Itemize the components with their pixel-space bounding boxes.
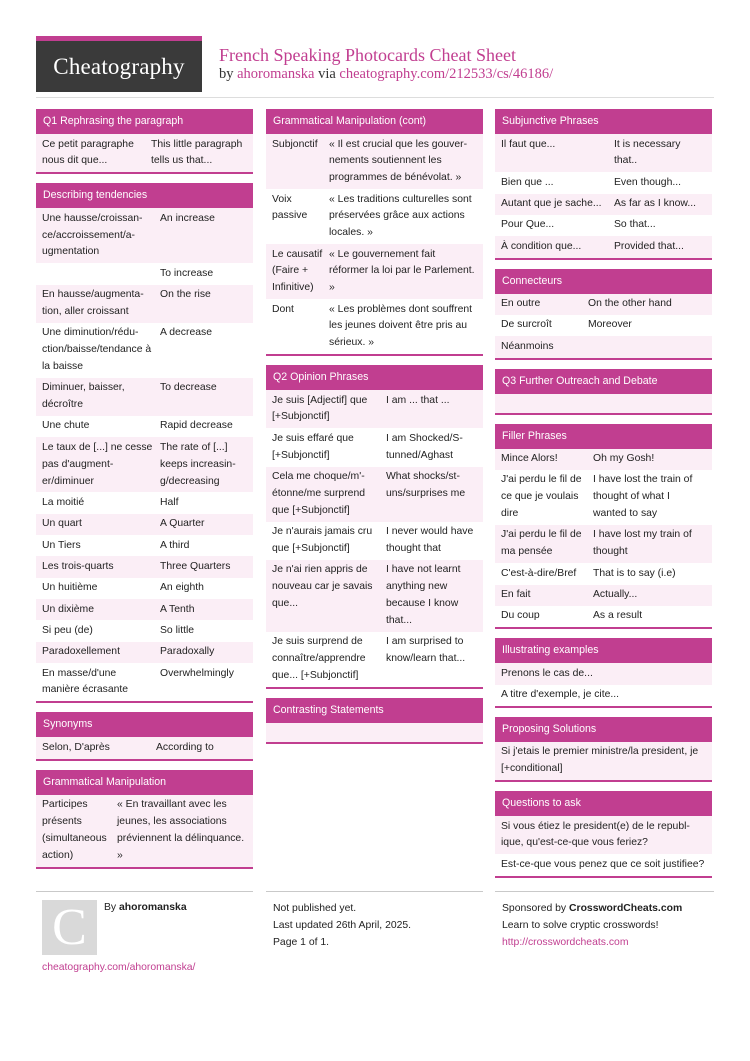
footer-divider [266,891,483,892]
table-row [495,194,712,215]
section-connecteurs [495,269,712,360]
grammar-term: Le causatif (Faire + Infinitive) [272,248,323,294]
column-2 [266,109,483,753]
list-item: A titre d'exemple, je cite... [501,689,620,701]
english-translation: I never would have thought that [386,526,474,554]
french-phrase: Les trois-quarts [42,560,114,572]
english-translation: As a result [593,610,643,622]
table-row [495,585,712,606]
byline [219,65,553,83]
footer-sponsor [502,900,682,951]
section-title: Subjunctive Phrases [495,109,712,134]
via-word: via [318,66,336,82]
sponsor-url-link[interactable]: http://crosswordcheats.com [502,937,629,948]
english-translation: I have lost the train of thought of what I wanted to say [593,474,693,520]
table-row [495,315,712,336]
english-translation: On the rise [160,289,211,301]
french-phrase: Bien que ... [501,176,554,188]
example-sentence: « Il est crucial que les gouvernements soutiennent les programmes de bénévolat. » [329,138,468,184]
table-row [266,244,483,299]
list-item: Si vous étiez le president(e) de le republique, qu'est-ce-que vous feriez? [495,816,712,854]
empty-row [495,394,712,413]
english-translation: Paradoxally [160,646,215,658]
english-translation: It is necessary that.. [614,138,681,167]
english-translation: A decrease [160,327,212,339]
table-row [36,620,253,641]
table-row [495,470,712,525]
table-row [36,134,253,172]
french-phrase: Paradoxellement [42,646,120,658]
section-title: Describing tendencies [36,183,253,208]
french-phrase: Un huitième [42,582,98,594]
footer-publish-info [273,900,411,951]
french-phrase: Un Tiers [42,539,81,551]
english-translation: A Tenth [160,603,195,615]
english-translation: Moreover [588,319,632,331]
avatar-letter: C [52,899,87,956]
sponsor-name[interactable]: CrosswordCheats.com [569,903,683,914]
last-updated: Last updated 26th April, 2025. [273,920,412,931]
author-link[interactable]: ahoromanska [237,66,315,82]
table-row [495,449,712,470]
table-row [36,599,253,620]
english-translation: To decrease [160,382,217,394]
section-title: Q2 Opinion Phrases [266,365,483,390]
french-phrase: Le taux de [...] ne cesse pas d'augmenter/diminuer [42,441,153,487]
french-phrase: Mince Alors! [501,453,558,465]
grammar-term: Dont [272,303,294,315]
table-row [495,525,712,563]
section-title: Grammatical Manipulation [36,770,253,795]
column-1 [36,109,253,878]
french-phrase: Je suis effaré que [+Subjonctif] [272,432,354,461]
table-row [36,514,253,535]
french-phrase: Néanmoins [501,340,554,352]
english-translation [588,339,706,356]
page-count: Page 1 of 1. [273,937,330,948]
french-phrase: Autant que je sache... [501,198,602,210]
english-translation: A Quarter [160,518,205,530]
author-profile-link[interactable]: cheatography.com/ahoromanska/ [42,962,196,973]
english-translation: According to [156,741,214,753]
table-row [36,323,253,378]
sheet-url-link[interactable]: cheatography.com/212533/cs/46186/ [339,66,554,82]
french-phrase: Ce petit paragraphe nous dit que... [42,138,134,167]
table-row [266,467,483,522]
table-row [36,737,253,758]
sponsor-line [502,900,682,917]
english-translation: Provided that... [614,240,684,252]
table-row [495,606,712,627]
table-row [36,263,253,284]
table-row [36,378,253,416]
logo-text: Cheatography [53,54,185,79]
english-translation: I am Shocked/Stunned/Aghast [386,432,463,461]
french-phrase: Un dixième [42,603,94,615]
french-phrase: Je suis [Adjectif] que [+Subjonctif] [272,394,368,423]
page-title: French Speaking Photocards Cheat Sheet [219,45,516,65]
table-row [495,236,712,257]
english-translation: So that... [614,219,656,231]
french-phrase: De surcroît [501,319,552,331]
table-row [36,437,253,492]
grammar-term: Participes présents (simultaneous action) [42,799,107,861]
table-row [495,294,712,315]
english-translation: So little [160,624,195,636]
section-title: Contrasting Statements [266,698,483,723]
english-translation: Actually... [593,589,638,600]
english-translation: To increase [160,267,214,279]
section-grammatical-manipulation [36,770,253,869]
french-phrase: En outre [501,298,541,310]
by-word: by [219,66,234,82]
example-sentence: « Les traditions culturelles sont préservées grâce aux actions locales. » [329,193,472,239]
section-filler-phrases [495,424,712,630]
table-row [36,663,253,701]
section-title: Connecteurs [495,269,712,294]
table-row [266,560,483,632]
table-row [266,299,483,354]
french-phrase: J'ai perdu le fil de ma pensée [501,529,582,558]
section-title: Synonyms [36,712,253,737]
section-contrasting-statements [266,698,483,744]
published-status: Not published yet. [273,903,357,914]
list-item: Est-ce-que vous penez que ce soit justifiee? [501,858,705,870]
table-row [266,189,483,244]
table-row [495,134,712,172]
english-translation: The rate of [...] keeps increasing/decreasing [160,441,236,487]
table-row [36,208,253,263]
english-translation: Oh my Gosh! [593,453,655,465]
sponsor-tagline: Learn to solve cryptic crosswords! [502,920,659,931]
section-illustrating-examples [495,638,712,708]
table-row [36,285,253,323]
table-row [36,492,253,513]
french-phrase: Diminuer, baisser, décroître [42,382,125,411]
english-translation: An eighth [160,582,204,594]
list-item: Si j'etais le premier ministre/la president, je [+conditional] [495,742,712,780]
french-phrase: En hausse/augmentation, aller croissant [42,289,144,317]
table-row [495,563,712,584]
table-row [36,535,253,556]
grammar-term: Subjonctif [272,138,318,150]
footer-divider [495,891,714,892]
section-describing-tendencies [36,183,253,703]
section-title: Q3 Further Outreach and Debate [495,369,712,394]
french-phrase: Cela me choque/m'étonne/me surprend que [+Subjonctif] [272,471,365,516]
english-translation: Half [160,496,179,508]
english-translation: That is to say (i.e) [593,567,676,579]
english-translation: Even though... [614,176,682,188]
section-q3-further-outreach [495,369,712,415]
french-phrase: Du coup [501,610,540,622]
table-row [495,336,712,357]
table-row [36,578,253,599]
french-phrase: La moitié [42,496,85,508]
french-phrase: Une hausse/croissance/accroissement/augmentation [42,212,143,258]
section-title: Grammatical Manipulation (cont) [266,109,483,134]
french-phrase: Pour Que... [501,219,555,231]
table-row [36,795,253,867]
english-translation: I have not learnt anything new because I know that... [386,564,461,626]
section-q2-opinion-phrases [266,365,483,689]
table-row [495,215,712,236]
footer-author [104,900,187,917]
table-row [36,642,253,663]
english-translation: I am surprised to know/learn that... [386,636,466,664]
by-label: By [104,902,117,913]
english-translation: As far as I know... [614,198,697,210]
table-row [266,428,483,466]
french-phrase: C'est-à-dire/Bref [501,567,577,579]
french-phrase: Un quart [42,518,82,530]
section-proposing-solutions [495,717,712,782]
list-item: Prenons le cas de... [495,663,712,684]
section-title: Q1 Rephrasing the paragraph [36,109,253,134]
avatar[interactable] [42,900,97,955]
french-phrase [42,266,160,283]
example-sentence: « En travaillant avec les jeunes, les associations préviennent la délinquance. » [117,799,245,861]
french-phrase: À condition que... [501,240,582,252]
grammar-term: Voix passive [272,193,308,222]
english-translation: On the other hand [588,298,672,310]
french-phrase: Je n'ai rien appris de nouveau car je savais que... [272,564,373,609]
french-phrase: J'ai perdu le fil de ce que je voulais dire [501,474,582,520]
french-phrase: Une chute [42,420,90,432]
section-questions-to-ask [495,791,712,878]
table-row [36,416,253,437]
french-phrase: Si peu (de) [42,624,93,636]
example-sentence: « Le gouvernement fait réformer la loi par le Parlement. » [329,248,475,294]
table-row [266,522,483,560]
french-phrase: Selon, D'après [42,741,110,753]
section-synonyms [36,712,253,760]
french-phrase: Je n'aurais jamais cru que [+Subjonctif] [272,526,373,554]
french-phrase: Je suis surprend de connaître/apprendre que... [+Subjonctif] [272,636,366,681]
english-translation: An increase [160,212,215,224]
table-row [266,390,483,428]
section-title: Filler Phrases [495,424,712,449]
english-translation: A third [160,539,190,551]
french-phrase: Il faut que... [501,138,556,150]
header-divider [36,97,714,98]
table-row [266,632,483,687]
table-row [266,134,483,189]
english-translation: Overwhelmingly [160,667,234,679]
footer-author-name[interactable]: ahoromanska [119,902,187,913]
column-3 [495,109,712,887]
french-phrase: Une diminution/réduction/baisse/tendance à la baisse [42,327,152,372]
footer-divider [36,891,253,892]
table-row [36,556,253,577]
section-title: Illustrating examples [495,638,712,663]
english-translation: This little paragraph tells us that... [151,138,243,167]
cheatography-logo[interactable] [36,36,202,92]
table-row [495,172,712,193]
french-phrase: En fait [501,589,531,600]
french-phrase: En masse/d'une manière écrasante [42,667,129,696]
example-sentence: « Les problèmes dont souffrent les jeunes doivent être pris au sérieux. » [329,303,473,349]
english-translation: Three Quarters [160,560,231,572]
section-title: Proposing Solutions [495,717,712,742]
section-grammatical-manipulation-cont [266,109,483,356]
sponsored-label: Sponsored by [502,903,567,914]
section-q1-rephrasing [36,109,253,174]
english-translation: What shocks/stuns/surprises me [386,471,466,499]
english-translation: I am ... that ... [386,394,450,406]
english-translation: I have lost my train of thought [593,529,692,558]
english-translation: Rapid decrease [160,420,233,432]
empty-row [266,723,483,742]
section-title: Questions to ask [495,791,712,816]
section-subjunctive-phrases [495,109,712,260]
